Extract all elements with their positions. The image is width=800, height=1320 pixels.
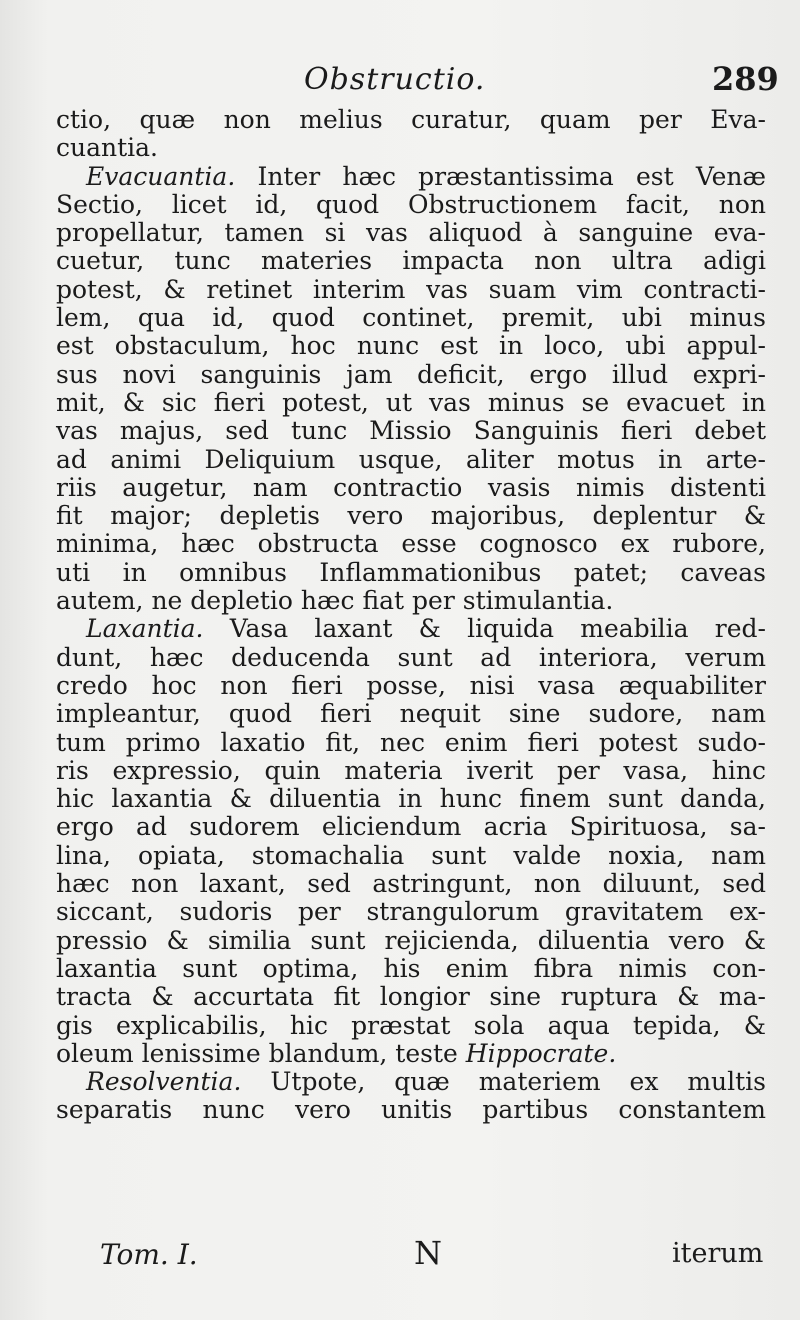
body-text	[56, 106, 766, 1125]
running-title: Obstructio.	[304, 62, 486, 97]
volume-signature: Tom. I.	[100, 1238, 198, 1271]
text-line	[56, 587, 766, 615]
line-text: vas majus, sed tunc Missio Sanguinis fieri debet	[56, 416, 766, 446]
line-text: cuetur, tunc materies impacta non ultra adigi	[56, 246, 766, 276]
text-line	[56, 700, 766, 728]
line-text: est obstaculum, hoc nunc est in loco, ubi appul-	[56, 331, 766, 361]
section-heading: Evacuantia.	[86, 161, 236, 191]
line-text: ris expressio, quin materia iverit per vasa, hinc	[56, 755, 766, 785]
text-line	[56, 757, 766, 785]
line-text: siccant, sudoris per strangulorum gravitatem ex-	[56, 897, 766, 927]
text-line	[56, 644, 766, 672]
text-line	[56, 530, 766, 558]
line-text: gis explicabilis, hic præstat sola aqua tepida, &	[56, 1010, 766, 1040]
text-line	[56, 446, 766, 474]
text-line	[56, 361, 766, 389]
line-text: minima, hæc obstructa esse cognosco ex rubore,	[56, 529, 766, 559]
line-text: ctio, quæ non melius curatur, quam per Eva-	[56, 105, 766, 134]
text-line	[56, 559, 766, 587]
text-line	[56, 134, 766, 162]
text-line	[56, 785, 766, 813]
text-line	[56, 219, 766, 247]
line-text: Inter hæc præstantissima est Venæ	[235, 161, 766, 191]
text-line	[56, 474, 766, 502]
line-text: potest, & retinet interim vas suam vim contracti-	[56, 274, 766, 304]
line-text: lina, opiata, stomachalia sunt valde noxia, nam	[56, 840, 766, 870]
line-text: uti in omnibus Inflammationibus patet; caveas	[56, 557, 766, 587]
line-text: sus novi sanguinis jam deficit, ergo illud expri-	[56, 359, 766, 389]
text-line	[56, 927, 766, 955]
catchword: iterum	[672, 1238, 764, 1269]
text-line	[56, 870, 766, 898]
text-line	[56, 389, 766, 417]
text-line	[56, 615, 766, 643]
text-line	[56, 672, 766, 700]
text-line	[56, 106, 766, 134]
line-text: hic laxantia & diluentia in hunc finem sunt danda,	[56, 784, 766, 814]
text-line	[56, 191, 766, 219]
line-text: hæc non laxant, sed astringunt, non diluunt, sed	[56, 869, 766, 899]
text-line	[56, 276, 766, 304]
line-text: tracta & accurtata fit longior sine ruptura & ma-	[56, 982, 766, 1012]
running-head	[0, 60, 800, 108]
text-line	[56, 332, 766, 360]
text-line	[56, 304, 766, 332]
line-text: separatis nunc vero unitis partibus constantem	[56, 1095, 766, 1125]
text-line	[56, 163, 766, 191]
line-text: Vasa laxant & liquida meabilia red-	[203, 614, 766, 644]
section-heading: Laxantia.	[86, 614, 204, 644]
line-text: impleantur, quod fieri nequit sine sudore, nam	[56, 699, 766, 729]
line-text: cuantia.	[56, 133, 159, 163]
page-footer	[0, 1234, 800, 1278]
section-heading: Resolventia.	[86, 1067, 242, 1097]
line-text: credo hoc non fieri posse, nisi vasa æquabiliter	[56, 670, 766, 700]
text-line	[56, 247, 766, 275]
line-text: Utpote, quæ materiem ex multis	[241, 1067, 766, 1097]
line-text: oleum lenissime blandum, teste	[56, 1038, 466, 1068]
text-line	[56, 1096, 766, 1124]
line-text: dunt, hæc deducenda sunt ad interiora, verum	[56, 642, 766, 672]
text-line	[56, 983, 766, 1011]
text-line	[56, 1040, 766, 1068]
line-text: ad animi Deliquium usque, aliter motus in arte-	[56, 444, 766, 474]
text-line	[56, 842, 766, 870]
text-line	[56, 898, 766, 926]
text-line	[56, 1068, 766, 1096]
line-text: ergo ad sudorem eliciendum acria Spirituosa, sa-	[56, 812, 766, 842]
line-text: riis augetur, nam contractio vasis nimis distenti	[56, 472, 766, 502]
text-line	[56, 502, 766, 530]
page-number: 289	[712, 60, 779, 98]
line-text: fit major; depletis vero majoribus, deplentur &	[56, 501, 766, 531]
text-line	[56, 1012, 766, 1040]
text-line	[56, 417, 766, 445]
line-text: propellatur, tamen si vas aliquod à sanguine eva-	[56, 218, 766, 248]
line-text: autem, ne depletio hæc fiat per stimulantia.	[56, 586, 614, 616]
text-line	[56, 955, 766, 983]
italic-reference: Hippocrate.	[465, 1038, 617, 1068]
signature-mark: N	[414, 1234, 442, 1272]
text-line	[56, 813, 766, 841]
line-text: mit, & sic fieri potest, ut vas minus se evacuet in	[56, 387, 766, 417]
line-text: Sectio, licet id, quod Obstructionem facit, non	[56, 189, 766, 219]
line-text: lem, qua id, quod continet, premit, ubi minus	[56, 303, 766, 333]
line-text: laxantia sunt optima, his enim fibra nimis con-	[56, 953, 766, 983]
text-line	[56, 729, 766, 757]
line-text: tum primo laxatio fit, nec enim fieri potest sudo-	[56, 727, 766, 757]
line-text: pressio & similia sunt rejicienda, diluentia vero &	[56, 925, 766, 955]
